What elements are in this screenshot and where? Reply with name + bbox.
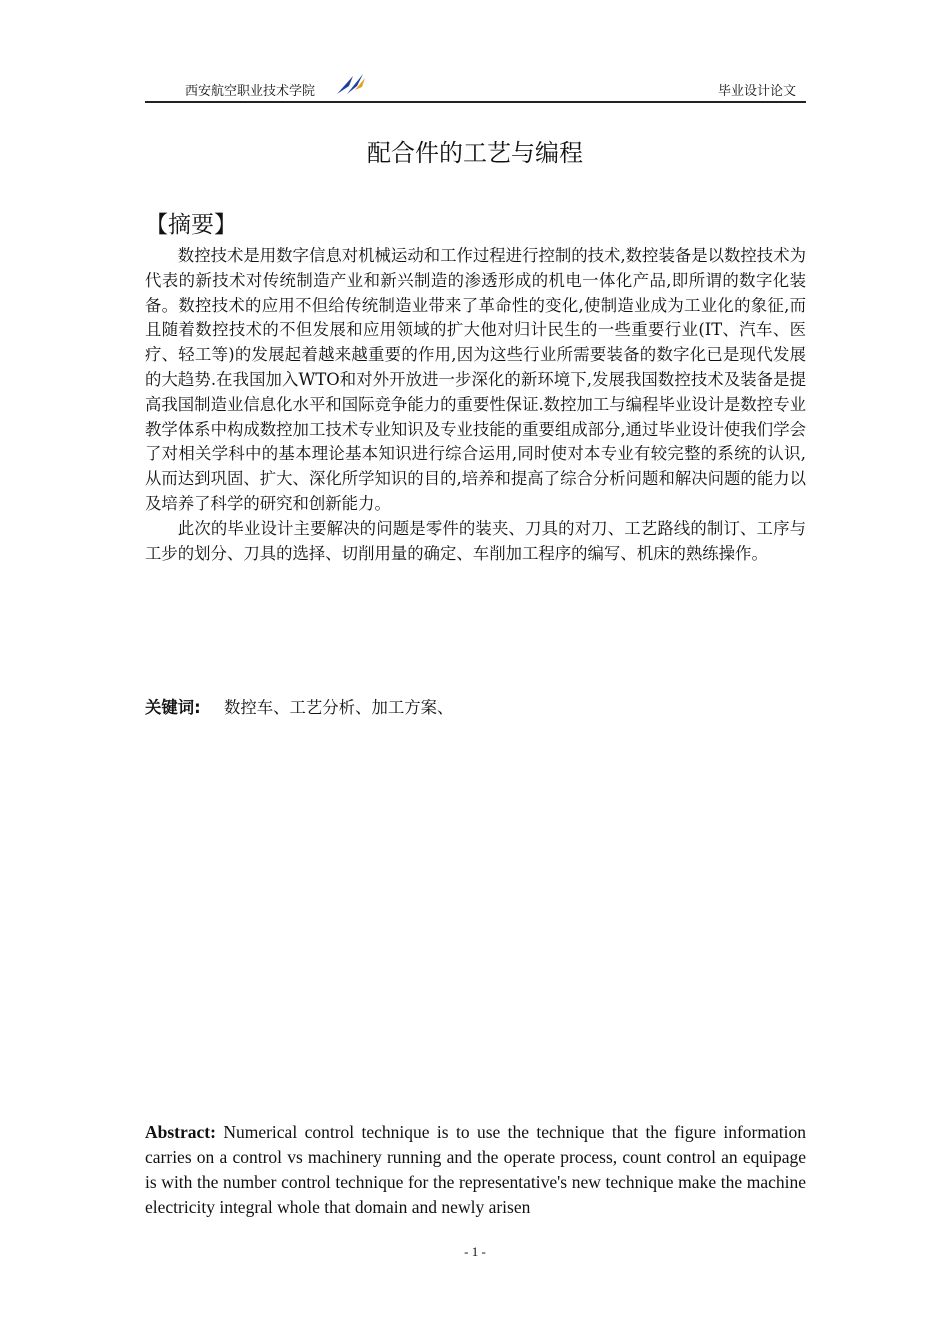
school-name: 西安航空职业技术学院 [185, 84, 316, 99]
abstract-heading: 【摘要】 [145, 212, 237, 238]
abstract-paragraph: 此次的毕业设计主要解决的问题是零件的装夹、刀具的对刀、工艺路线的制订、工序与工步的划分、刀具的选择、切削用量的确定、车削加工程序的编写、机床的熟练操作。 [145, 518, 806, 563]
keywords-value: 数控车、工艺分析、加工方案、 [223, 698, 454, 717]
keywords-label: 关键词: [145, 698, 201, 717]
page-header [145, 70, 806, 103]
header-doc-type: 毕业设计论文 [717, 84, 796, 99]
abstract-en-label: Abstract: [145, 1122, 216, 1142]
page-number: - 1 - [464, 1244, 486, 1259]
document-title: 配合件的工艺与编程 [367, 139, 583, 167]
school-logo-icon [335, 72, 367, 96]
abstract-en-text: Numerical control technique is to use the technique that the figure information carries on a control vs machinery running and the operate process, count control an equipage is with the number control technique for the representative's new technique make the machine electricity integral whole that domain and newly arisen [145, 1122, 806, 1217]
abstract-paragraph: 数控技术是用数字信息对机械运动和工作过程进行控制的技术,数控装备是以数控技术为代表的新技术对传统制造产业和新兴制造的渗透形成的机电一体化产品,即所谓的数字化装备。数控技术的应用不但给传统制造业带来了革命性的变化,使制造业成为工业化的象征,而且随着数控技术的不但发展和应用领域的扩大他对归计民生的一些重要行业(IT、汽车、医疗、轻工等)的发展起着越来越重要的作用,因为这些行业所需要装备的数字化已是现代发展的大趋势.在我国加入WTO和对外开放进一步深化的新环境下,发展我国数控技术及装备是提高我国制造业信息化水平和国际竞争能力的重要性保证.数控加工与编程毕业设计是数控专业教学体系中构成数控加工技术专业知识及专业技能的重要组成部分,通过毕业设计使我们学会了对相关学科中的基本理论基本知识进行综合运用,同时使对本专业有较完整的系统的认识,从而达到巩固、扩大、深化所学知识的目的,培养和提高了综合分析问题和解决问题的能力以及培养了科学的研究和创新能力。 [145, 246, 806, 513]
keywords-line [145, 694, 453, 718]
abstract-body-cn [145, 244, 806, 566]
abstract-body-en [145, 1120, 806, 1220]
